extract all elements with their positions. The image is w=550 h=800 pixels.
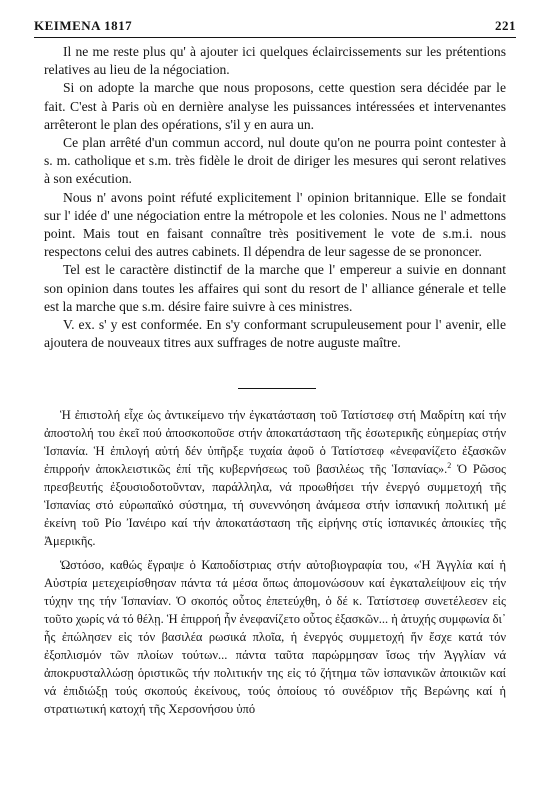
greek-commentary-text — [44, 406, 506, 718]
header-rule — [34, 37, 516, 38]
french-paragraph: Il ne me reste plus qu' à ajouter ici quelques éclaircissements sur les prétentions relatives au lieu de la négociation. — [44, 44, 506, 78]
running-title: ΚΕΙΜΕΝΑ 1817 — [34, 18, 133, 33]
french-paragraph: Ce plan arrêté d'un commun accord, nul doute qu'on ne pourra point contester à s. m. catholique et s.m. très fidèle le droit de diriger les mesures qui seront relatives à son exécution. — [44, 135, 506, 187]
footnote-marker: 2 — [447, 460, 452, 470]
french-paragraph: V. ex. s' y est conformée. En s'y conformant scrupuleusement pour l' avenir, elle ajoutera de nouveaux titres aux suffrages de notre auguste maître. — [44, 317, 506, 351]
greek-paragraph-text: Ὁ Ρῶσος πρεσβευτής ἐξουσιοδοτοῦνταν, παράλληλα, νά προωθήσει τήν ἐνεργό συμμετοχή τῆς Ἱσπανίας στό εὐρωπαϊκό σύστημα, τή συνεννόηση ἀνάμεσα στήν ἰσπανική πολιτική μέ ἐκείνη τοῦ Ρίο Ἰανέιρο καί τήν ἀποκατάσταση τῆς εἰρήνης στίς ἰσπανικές ἀποικίες τῆς Ἀμερικῆς. — [44, 462, 506, 548]
page-header — [34, 18, 516, 36]
greek-paragraph: Ὡστόσο, καθώς ἔγραψε ὁ Καποδίστριας στήν αὐτοβιογραφία του, «Ἡ Ἀγγλία καί ἡ Αὐστρία μετεχειρίσθησαν πάντα τά μέσα ὅπως ἀπομονώσουν καί ἐγκαταλείψουν εἰς τήν τύχην της τήν Ἱσπανίαν. Ὁ σκοπός οὗτος ἐπετεύχθη, ὁ δέ κ. Τατίστσεφ συνετέλεσεν εἰς τοῦτο χωρίς νά τό θέλῃ. Ἡ ἐπιρροή ἦν ἐνεφανίζετο οὗτος ἐξασκῶν... ἡ ἀτυχής συμφωνία δι᾽ ἧς ἐπώλησεν εἰς τόν βασιλέα ρωσικά πλοῖα, ἡ ἐνεργός συμμετοχή ἥν ἔσχε κατά τόν ἐξοπλισμόν τῶν πλοίων τούτων... πάντα ταῦτα παρώρμησαν ἴσως τήν Ἀγγλίαν νά ἀποκρυσταλλώσῃ ὁριστικῶς τήν πολιτικήν της εἰς τό ζήτημα τῶν ἰσπανικῶν ἀποικιῶν καί νά ἐπιδιώξῃ τούς σκοπούς ἐκείνους, τούς ὁποίους τό συνέδριον τῆς Βερώνης καί ἡ στρατιωτική κατοχή τῆς Χερσονήσου ὑπό — [44, 558, 506, 716]
greek-paragraph — [44, 406, 506, 550]
page-number: 221 — [495, 18, 516, 33]
french-paragraph: Nous n' avons point réfuté explicitement l' opinion britannique. Elle se fondait sur l' idée d' une négociation entre la métropole et les colonies. Nous ne l' admettons point. Mais tout en faisant connaître très positivement le vote de s.m.i. nous respectons celui des autres cabinets. Il dépendra de leur sagesse de se prononcer. — [44, 189, 506, 260]
french-paragraph: Tel est le caractère distinctif de la marche que l' empereur a suivie en donnant son opinion dans toutes les affaires qui sont du resort de l' alliance génerale et telle est la marche que s.m. désire faire suivre à ces ministres. — [44, 262, 506, 314]
greek-paragraph-text: Ἡ ἐπιστολή εἶχε ὡς ἀντικείμενο τήν ἐγκατάσταση τοῦ Τατίστσεφ στή Μαδρίτη καί τήν ἀποστολή του ἐκεῖ πού ἀποσκοποῦσε στήν ἀποκατάσταση τῆς ἐσωτερικῆς εὐημερίας στήν Ἱσπανία. Ἡ ἐπιλογή αὐτή δέν ὑπῆρξε τυχαία ἀφοῦ ὁ Τατίστσεφ «ἐνεφανίζετο ἐξασκῶν ἐπιρροήν ἀποκλειστικῶς ἐπί τῆς κυβερνήσεως τοῦ βασιλέως τῆς Ἱσπανίας». — [44, 408, 506, 476]
french-letter-text — [44, 43, 506, 352]
section-divider — [238, 388, 316, 389]
french-paragraph: Si on adopte la marche que nous proposons, cette question sera décidée par le fait. C'est à Paris où en dernière analyse les puissances intéressées et intervenantes arrêteront le plan des opérations, s'il y en aura un. — [44, 80, 506, 132]
